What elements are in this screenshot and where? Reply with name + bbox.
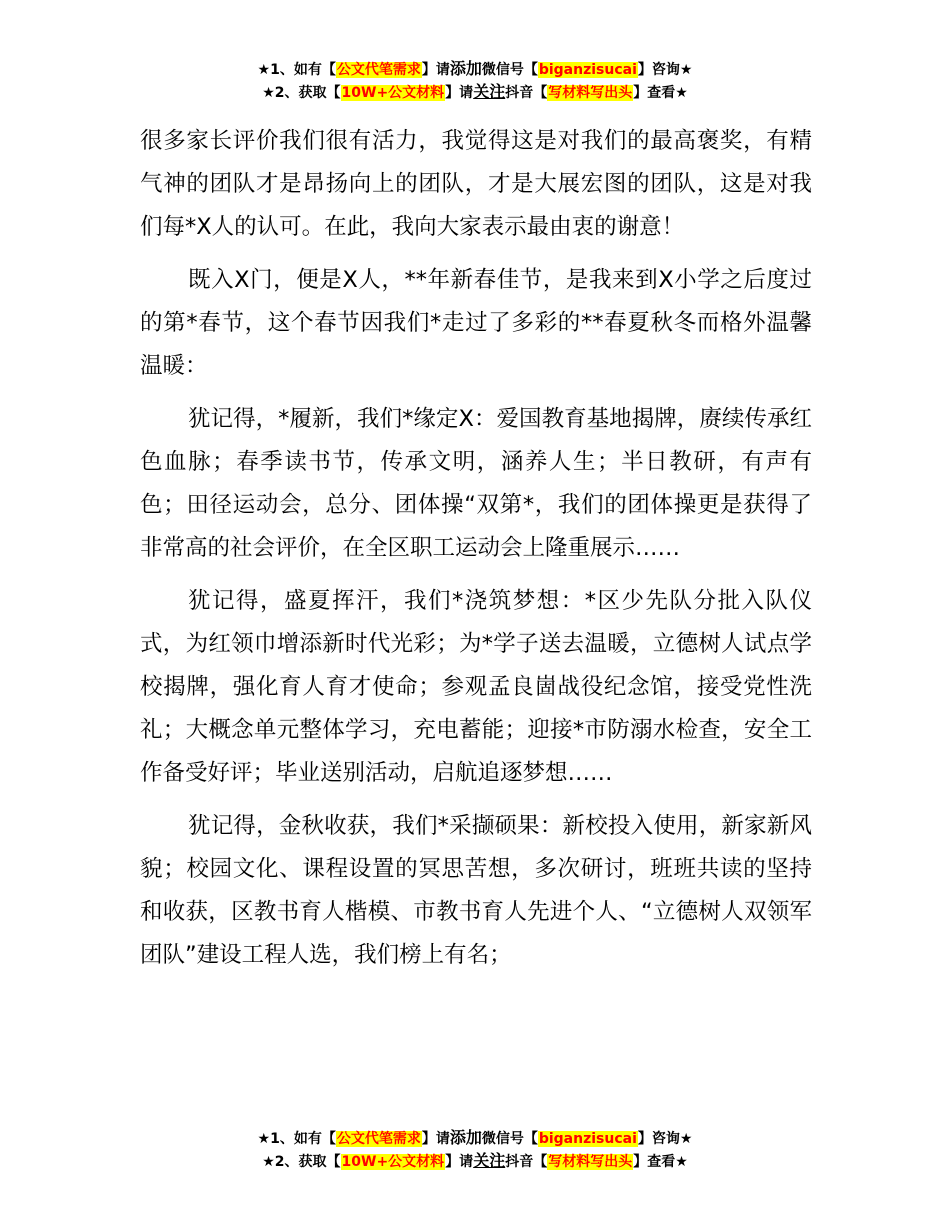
paragraph: 犹记得，盛夏挥汗，我们*浇筑梦想：*区少先队分批入队仪式，为红领巾增添新时代光彩；为*学子送去温暖，立德树人试点学校揭牌，强化育人育才使命；参观孟良崮战役纪念馆，接受党性洗礼；大概念单元整体学习，充电蓄能；迎接*市防溺水检查，安全工作备受好评；毕业送别活动，启航追逐梦想…… — [140, 588, 812, 786]
banner-line-1 — [0, 1127, 950, 1150]
paragraph: 犹记得，*履新，我们*缘定X：爱国教育基地揭牌，赓续传承红色血脉；春季读书节，传承文明，涵养人生；半日教研，有声有色；田径运动会，总分、团体操“双第*，我们的团体操更是获得了非常高的社会评价，在全区职工运动会上隆重展示…… — [140, 406, 812, 561]
banner-text: 】查看★ — [633, 85, 688, 101]
paragraph: 很多家长评价我们很有活力，我觉得这是对我们的最高褒奖，有精气神的团队才是昂扬向上的团队，才是大展宏图的团队，这是对我们每*X人的认可。在此，我向大家表示最由衷的谢意！ — [140, 128, 812, 240]
banner-text: 】咨询★ — [637, 1131, 693, 1147]
banner-highlight: biganzisucai — [538, 1131, 637, 1147]
banner-line-1 — [0, 58, 950, 81]
banner-highlight: 公文代笔需求 — [336, 1131, 421, 1147]
banner-emphasis: 添加 — [449, 59, 482, 78]
banner-emphasis: 关注 — [473, 82, 506, 101]
footer-banner — [0, 1127, 950, 1173]
banner-text: 】查看★ — [633, 1154, 688, 1170]
banner-line-2 — [0, 1150, 950, 1173]
banner-highlight: 写材料写出头 — [548, 1154, 633, 1170]
banner-highlight: biganzisucai — [538, 62, 637, 78]
banner-highlight: 公文代笔需求 — [336, 62, 421, 78]
banner-text: 】请 — [445, 1154, 474, 1170]
banner-text: 抖音【 — [505, 1154, 548, 1170]
banner-text: 微信号【 — [481, 1131, 538, 1147]
banner-text: 】请 — [445, 85, 474, 101]
banner-text: ★1、如有【 — [257, 1131, 336, 1147]
paragraph: 既入X门，便是X人，**年新春佳节，是我来到X小学之后度过的第*春节，这个春节因我们*走过了多彩的**春夏秋冬而格外温馨温暖： — [140, 267, 812, 379]
banner-emphasis: 添加 — [449, 1128, 482, 1147]
banner-text: ★2、获取【 — [262, 85, 341, 101]
banner-highlight: 写材料写出头 — [548, 85, 633, 101]
banner-text: 】请 — [421, 62, 450, 78]
banner-line-2 — [0, 81, 950, 104]
banner-text: ★2、获取【 — [262, 1154, 341, 1170]
banner-highlight: 10W+公文材料 — [341, 1154, 445, 1170]
header-banner — [0, 58, 950, 104]
banner-text: 微信号【 — [481, 62, 538, 78]
banner-text: 】请 — [421, 1131, 450, 1147]
paragraph: 犹记得，金秋收获，我们*采撷硕果：新校投入使用，新家新风貌；校园文化、课程设置的冥思苦想，多次研讨，班班共读的坚持和收获，区教书育人楷模、市教书育人先进个人、“立德树人双领军团队”建设工程人选，我们榜上有名； — [140, 813, 812, 968]
document-body — [140, 120, 812, 987]
banner-text: 】咨询★ — [637, 62, 693, 78]
banner-text: 抖音【 — [505, 85, 548, 101]
banner-highlight: 10W+公文材料 — [341, 85, 445, 101]
banner-text: ★1、如有【 — [257, 62, 336, 78]
banner-emphasis: 关注 — [473, 1151, 506, 1170]
